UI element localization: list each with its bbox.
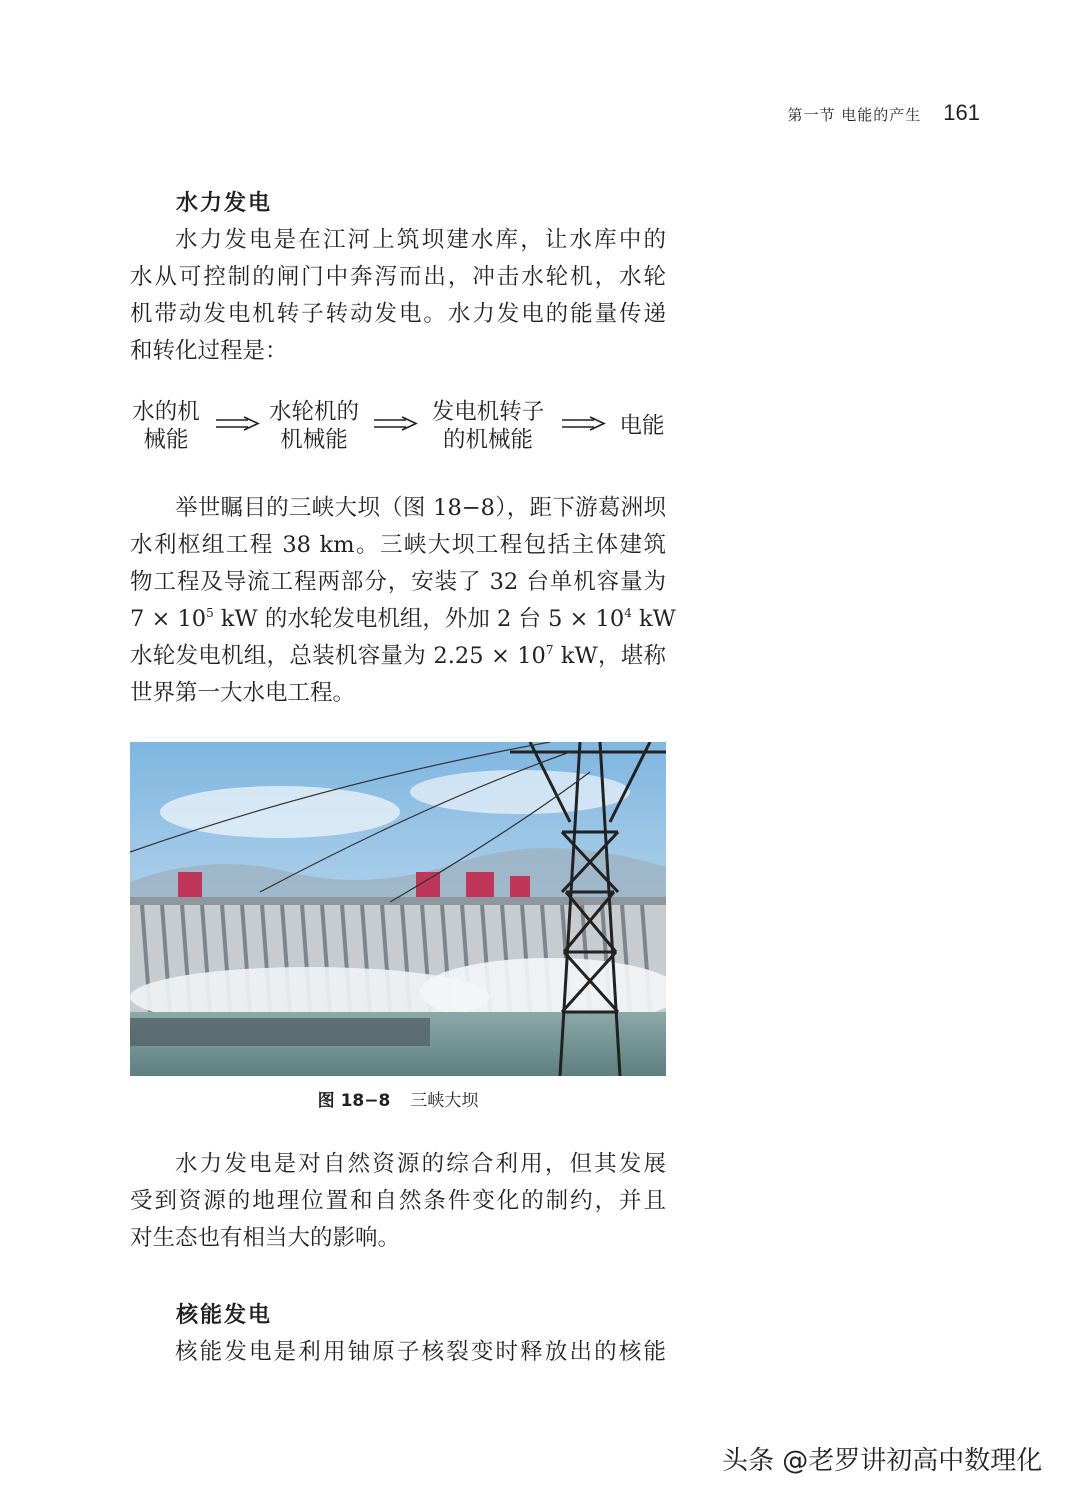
text-line: 水力发电是在江河上筑坝建水库，让水库中的	[175, 227, 666, 253]
energy-flow-diagram	[130, 398, 670, 460]
flow-node: 水的机 械能	[132, 399, 200, 453]
hydro-heading: 水力发电	[176, 191, 273, 216]
flow-node: 水轮机的 机械能	[268, 399, 359, 453]
section-title: 第一节 电能的产生	[787, 106, 922, 124]
watermark: 头条 @老罗讲初高中数理化	[722, 1446, 1043, 1476]
three-gorges-dam-photo	[130, 742, 666, 1076]
nuclear-heading: 核能发电	[176, 1303, 273, 1328]
text-line: 机带动发电机转子转动发电。水力发电的能量传递	[130, 301, 666, 327]
figure-caption	[130, 1086, 666, 1111]
text-line: 对生态也有相当大的影响。	[130, 1225, 401, 1251]
text-line: 物工程及导流工程两部分，安装了 32 台单机容量为	[130, 569, 666, 595]
hydro-evaluation-paragraph	[130, 1146, 666, 1257]
text-line: 和转化过程是：	[130, 338, 288, 364]
page-number: 161	[943, 100, 980, 125]
text-line: 水力发电是对自然资源的综合利用，但其发展	[175, 1151, 666, 1177]
flow-node: 发电机转子 的机械能	[431, 399, 545, 453]
flow-node: 电能	[619, 413, 665, 439]
flow-arrow-icon	[560, 416, 608, 432]
text-line: 受到资源的地理位置和自然条件变化的制约，并且	[130, 1188, 666, 1214]
figure-title: 三峡大坝	[410, 1091, 479, 1111]
flow-arrow-icon	[372, 416, 420, 432]
text-line: 举世瞩目的三峡大坝（图 18−8），距下游葛洲坝	[175, 495, 666, 521]
hydro-intro-paragraph	[130, 222, 666, 370]
three-gorges-paragraph	[130, 490, 676, 712]
nuclear-paragraph	[130, 1334, 666, 1371]
text-line: $7 \times 10^5$ kW 的水轮发电机组，外加 2 台 $5 \times 10^4$ kW	[130, 606, 676, 632]
text-line: 水从可控制的闸门中奔泻而出，冲击水轮机，水轮	[130, 264, 666, 290]
running-header	[788, 100, 981, 126]
flow-arrow-icon	[214, 416, 262, 432]
text-line: 核能发电是利用铀原子核裂变时释放出的核能	[175, 1339, 666, 1365]
text-line: 水轮发电机组，总装机容量为 $2.25 \times 10^7$ kW，堪称	[130, 643, 666, 669]
text-line: 水利枢组工程 38 km。三峡大坝工程包括主体建筑	[130, 532, 666, 558]
text-line: 世界第一大水电工程。	[130, 680, 356, 706]
figure-number: 图 18−8	[317, 1091, 391, 1111]
